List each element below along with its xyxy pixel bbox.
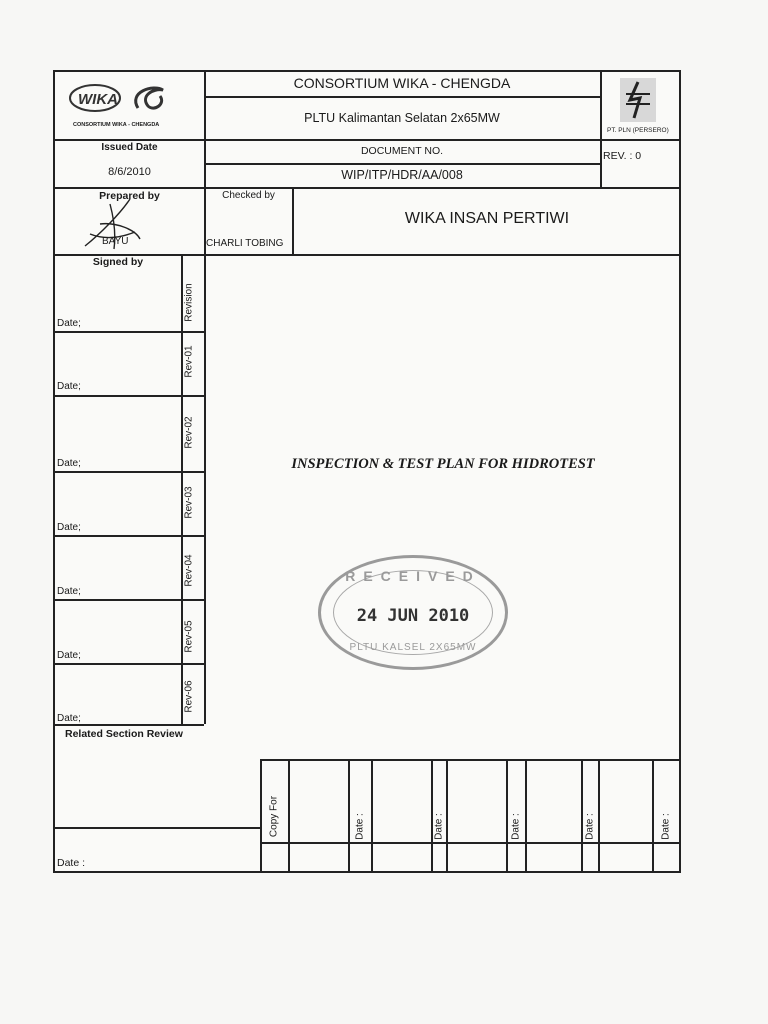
rev-01-label: Rev-01 bbox=[183, 345, 195, 378]
pln-caption: PT. PLN (PERSERO) bbox=[607, 127, 669, 134]
date-label: Date; bbox=[57, 586, 81, 597]
date-label: Date; bbox=[57, 318, 81, 329]
form-sheet bbox=[53, 70, 681, 873]
rev-05-label: Rev-05 bbox=[183, 620, 195, 653]
prepared-label: Prepared by bbox=[99, 190, 160, 202]
rev-02-label: Rev-02 bbox=[183, 416, 195, 449]
date-label: Date; bbox=[57, 458, 81, 469]
copy-date-label: Date : bbox=[433, 813, 445, 840]
logo-wordmark: WIKA bbox=[78, 91, 118, 108]
date-label: Date; bbox=[57, 381, 81, 392]
stamp-date: 24 JUN 2010 bbox=[356, 606, 470, 626]
stamp-location-text: PLTU KALSEL 2X65MW bbox=[349, 642, 477, 653]
copy-date-label: Date : bbox=[660, 813, 672, 840]
consortium-title: CONSORTIUM WIKA - CHENGDA bbox=[293, 75, 511, 91]
prepared-name: BAYU bbox=[102, 236, 129, 247]
project-name: PLTU Kalimantan Selatan 2x65MW bbox=[304, 111, 500, 125]
checked-name: CHARLI TOBING bbox=[206, 238, 284, 249]
revision-label: Revision bbox=[183, 283, 195, 322]
rev-06-label: Rev-06 bbox=[183, 680, 195, 713]
checked-label: Checked by bbox=[222, 190, 275, 201]
copy-date-label: Date : bbox=[510, 813, 522, 840]
wika-logo bbox=[68, 82, 173, 122]
related-review-label: Related Section Review bbox=[65, 728, 183, 740]
main-title: INSPECTION & TEST PLAN FOR HIDROTEST bbox=[291, 456, 595, 472]
received-stamp bbox=[318, 555, 508, 670]
company-name: WIKA INSAN PERTIWI bbox=[404, 210, 570, 227]
doc-no-value: WIP/ITP/HDR/AA/008 bbox=[341, 168, 463, 182]
date-label: Date; bbox=[57, 713, 81, 724]
review-date-label: Date : bbox=[57, 857, 86, 869]
rev-03-label: Rev-03 bbox=[183, 486, 195, 519]
issued-date: 8/6/2010 bbox=[108, 166, 151, 178]
signed-by-label: Signed by bbox=[92, 256, 144, 268]
date-label: Date; bbox=[57, 650, 81, 661]
date-label: Date; bbox=[57, 522, 81, 533]
logo-caption: CONSORTIUM WIKA - CHENGDA bbox=[73, 122, 160, 128]
copy-date-label: Date : bbox=[354, 813, 366, 840]
pln-logo bbox=[620, 78, 656, 122]
copy-date-label: Date : bbox=[584, 813, 596, 840]
copy-for-label: Copy For bbox=[268, 795, 280, 838]
stamp-received-text: RECEIVED bbox=[345, 568, 481, 584]
rev-label: REV. : 0 bbox=[603, 150, 642, 162]
rev-04-label: Rev-04 bbox=[183, 554, 195, 587]
doc-no-label: DOCUMENT NO. bbox=[360, 145, 444, 157]
issued-label: Issued Date bbox=[101, 142, 158, 153]
